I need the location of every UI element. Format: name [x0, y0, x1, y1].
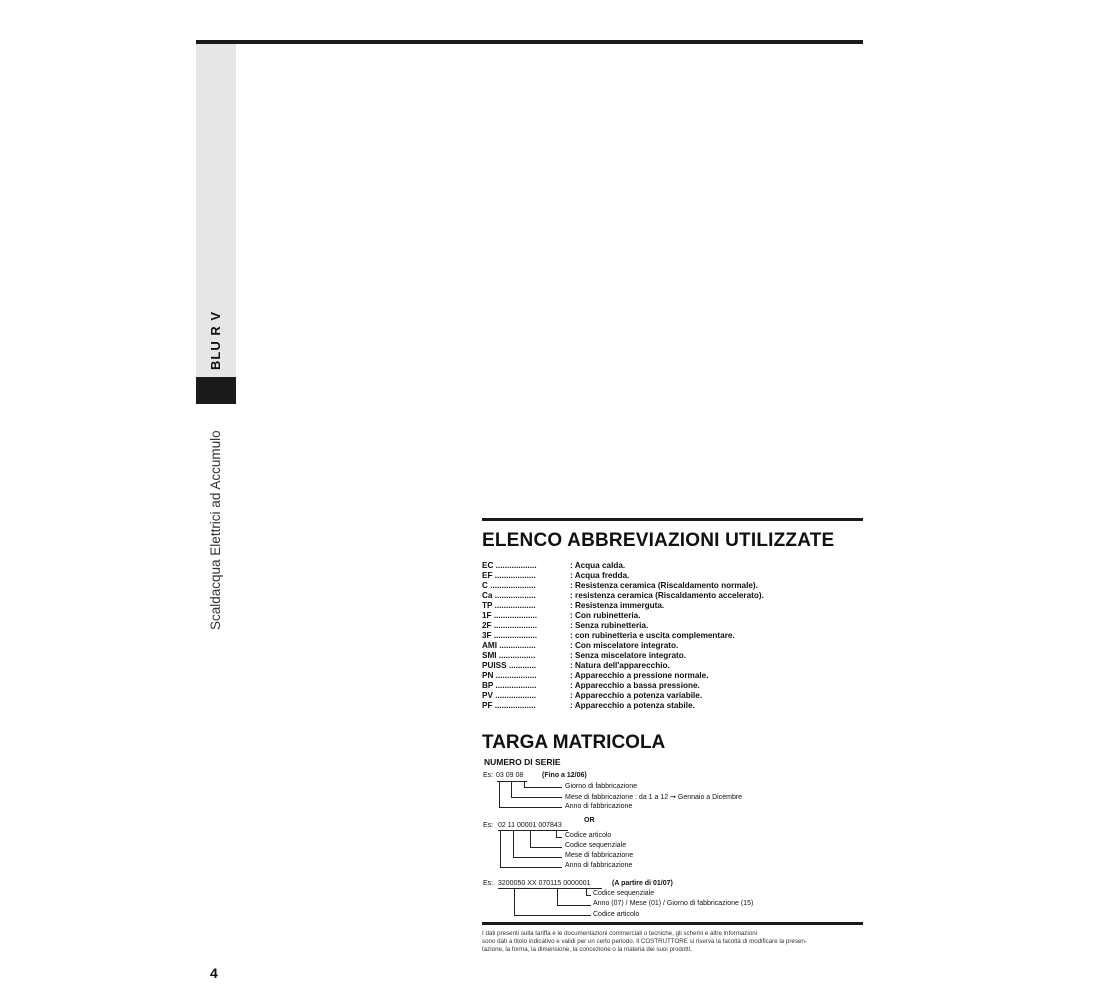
- abbreviation-code: BP ..................: [482, 681, 537, 690]
- ex2-bracket-year-h: [500, 867, 562, 868]
- ex1-bracket-year-h: [499, 807, 562, 808]
- ex2-bracket-year: [500, 830, 501, 868]
- abbreviation-description: : con rubinetteria e uscita complementare.: [570, 631, 735, 640]
- ex3-label-article: Codice articolo: [593, 911, 640, 918]
- ex2-bracket-month: [513, 830, 514, 858]
- abbreviation-code: PN ..................: [482, 671, 537, 680]
- ex2-label-month: Mese di fabbricazione: [565, 852, 634, 859]
- footer-disclaimer: [482, 930, 867, 954]
- abbreviation-row: [482, 561, 862, 571]
- abbreviation-description: : Apparecchio a pressione normale.: [570, 671, 709, 680]
- abbreviation-row: [482, 701, 862, 711]
- abbreviation-description: : Acqua calda.: [570, 561, 626, 570]
- ex2-underline: [498, 830, 568, 831]
- ex3-bracket-seq-h: [586, 895, 591, 896]
- abbreviation-row: [482, 671, 862, 681]
- abbreviation-code: 3F ...................: [482, 631, 538, 640]
- abbreviation-row: [482, 691, 862, 701]
- ex2-bracket-month-h: [513, 857, 562, 858]
- abbreviation-code: 2F ...................: [482, 621, 538, 630]
- abbreviation-description: : resistenza ceramica (Riscaldamento accelerato).: [570, 591, 764, 600]
- abbreviation-row: [482, 591, 862, 601]
- ex1-code: 03 09 08: [496, 772, 524, 779]
- ex3-note: (A partire di 01/07): [612, 880, 673, 887]
- ex1-bracket-month-h: [511, 797, 562, 798]
- ex3-bracket-article-h: [514, 915, 591, 916]
- ex3-bracket-date-h: [557, 905, 591, 906]
- abbreviation-code: AMI ................: [482, 641, 536, 650]
- ex2-code: 02 11 00001 007843: [498, 822, 562, 829]
- ex2-prefix: Es:: [483, 822, 494, 829]
- abbreviation-row: [482, 581, 862, 591]
- abbreviation-description: : Apparecchio a bassa pressione.: [570, 681, 700, 690]
- footer-line: sono dati a titolo indicativo e validi per un certo periodo. Il COSTRUTTORE si riserva la facoltà di modificare la presen-: [482, 938, 807, 945]
- section-rule: [482, 518, 863, 521]
- ex2-bracket-article-h: [556, 837, 562, 838]
- ex2-bracket-seq: [530, 830, 531, 848]
- ex1-label-year: Anno di fabbricazione: [565, 803, 633, 810]
- abbreviation-description: : Resistenza immerguta.: [570, 601, 665, 610]
- abbreviation-description: : Con miscelatore integrato.: [570, 641, 679, 650]
- ex2-label-year: Anno di fabbricazione: [565, 862, 633, 869]
- abbreviation-code: PF ..................: [482, 701, 536, 710]
- ex1-bracket-day-h: [524, 787, 562, 788]
- ex1-label-month: Mese di fabbricazione : da 1 a 12 ➞ Gennaio a Dicembre: [565, 794, 743, 801]
- abbreviation-code: SMI ................: [482, 651, 536, 660]
- abbreviation-description: : Senza rubinetteria.: [570, 621, 649, 630]
- abbreviation-row: [482, 571, 862, 581]
- top-rule: [196, 40, 863, 44]
- ex2-label-article: Codice articolo: [565, 832, 612, 839]
- abbreviation-code: PUISS ............: [482, 661, 537, 670]
- abbreviation-code: Ca ..................: [482, 591, 536, 600]
- abbreviation-row: [482, 681, 862, 691]
- ex3-label-date: Anno (07) / Mese (01) / Giorno di fabbricazione (15): [593, 900, 754, 907]
- abbreviation-code: TP ..................: [482, 601, 536, 610]
- ex1-bracket-year: [499, 781, 500, 808]
- abbreviation-row: [482, 661, 862, 671]
- abbreviation-row: [482, 631, 862, 641]
- abbreviation-row: [482, 651, 862, 661]
- ex3-bracket-date: [557, 888, 558, 906]
- abbreviations-title: ELENCO ABBREVIAZIONI UTILIZZATE: [482, 530, 835, 551]
- ex3-prefix: Es:: [483, 880, 494, 887]
- abbreviation-row: [482, 611, 862, 621]
- side-category-label: Scaldacqua Elettrici ad Accumulo: [208, 430, 223, 630]
- ex1-label-day: Giorno di fabbricazione: [565, 783, 637, 790]
- abbreviation-code: EC ..................: [482, 561, 537, 570]
- footer-line: tazione, la forma, la dimensione, la concezione o la materia dei suoi prodotti.: [482, 946, 692, 953]
- ex2-bracket-seq-h: [530, 847, 562, 848]
- abbreviations-list: [482, 561, 862, 711]
- side-black-block: [196, 377, 236, 404]
- abbreviation-row: [482, 641, 862, 651]
- abbreviation-code: EF ..................: [482, 571, 536, 580]
- ex3-bracket-article: [514, 888, 515, 916]
- targa-title: TARGA MATRICOLA: [482, 732, 666, 753]
- abbreviation-description: : Resistenza ceramica (Riscaldamento normale).: [570, 581, 758, 590]
- ex1-underline: [497, 781, 527, 782]
- abbreviation-description: : Apparecchio a potenza stabile.: [570, 701, 695, 710]
- abbreviation-code: C ....................: [482, 581, 536, 590]
- ex1-bracket-month: [511, 781, 512, 798]
- page-number: 4: [210, 965, 218, 981]
- footer-line: I dati presenti sulla tariffa e le documentazioni commerciali o tecniche, gli schemi e altre informazioni: [482, 930, 758, 937]
- footer-rule: [482, 922, 863, 925]
- or-label: OR: [584, 817, 595, 824]
- ex3-code: 3200050 XX 070115 0000001: [498, 880, 591, 887]
- ex1-note: (Fino a 12/06): [542, 772, 587, 779]
- abbreviation-code: 1F ...................: [482, 611, 538, 620]
- ex2-label-seq: Codice sequenziale: [565, 842, 627, 849]
- abbreviation-code: PV ..................: [482, 691, 537, 700]
- abbreviation-row: [482, 621, 862, 631]
- abbreviation-description: : Senza miscelatore integrato.: [570, 651, 687, 660]
- abbreviation-description: : Natura dell'apparecchio.: [570, 661, 670, 670]
- abbreviation-row: [482, 601, 862, 611]
- abbreviation-description: : Acqua fredda.: [570, 571, 630, 580]
- ex3-label-seq: Codice sequenziale: [593, 890, 655, 897]
- abbreviation-description: : Apparecchio a potenza variabile.: [570, 691, 703, 700]
- side-product-label: BLU R V: [208, 311, 223, 370]
- serial-heading: NUMERO DI SERIE: [484, 757, 561, 767]
- abbreviation-description: : Con rubinetteria.: [570, 611, 641, 620]
- ex1-prefix: Es:: [483, 772, 494, 779]
